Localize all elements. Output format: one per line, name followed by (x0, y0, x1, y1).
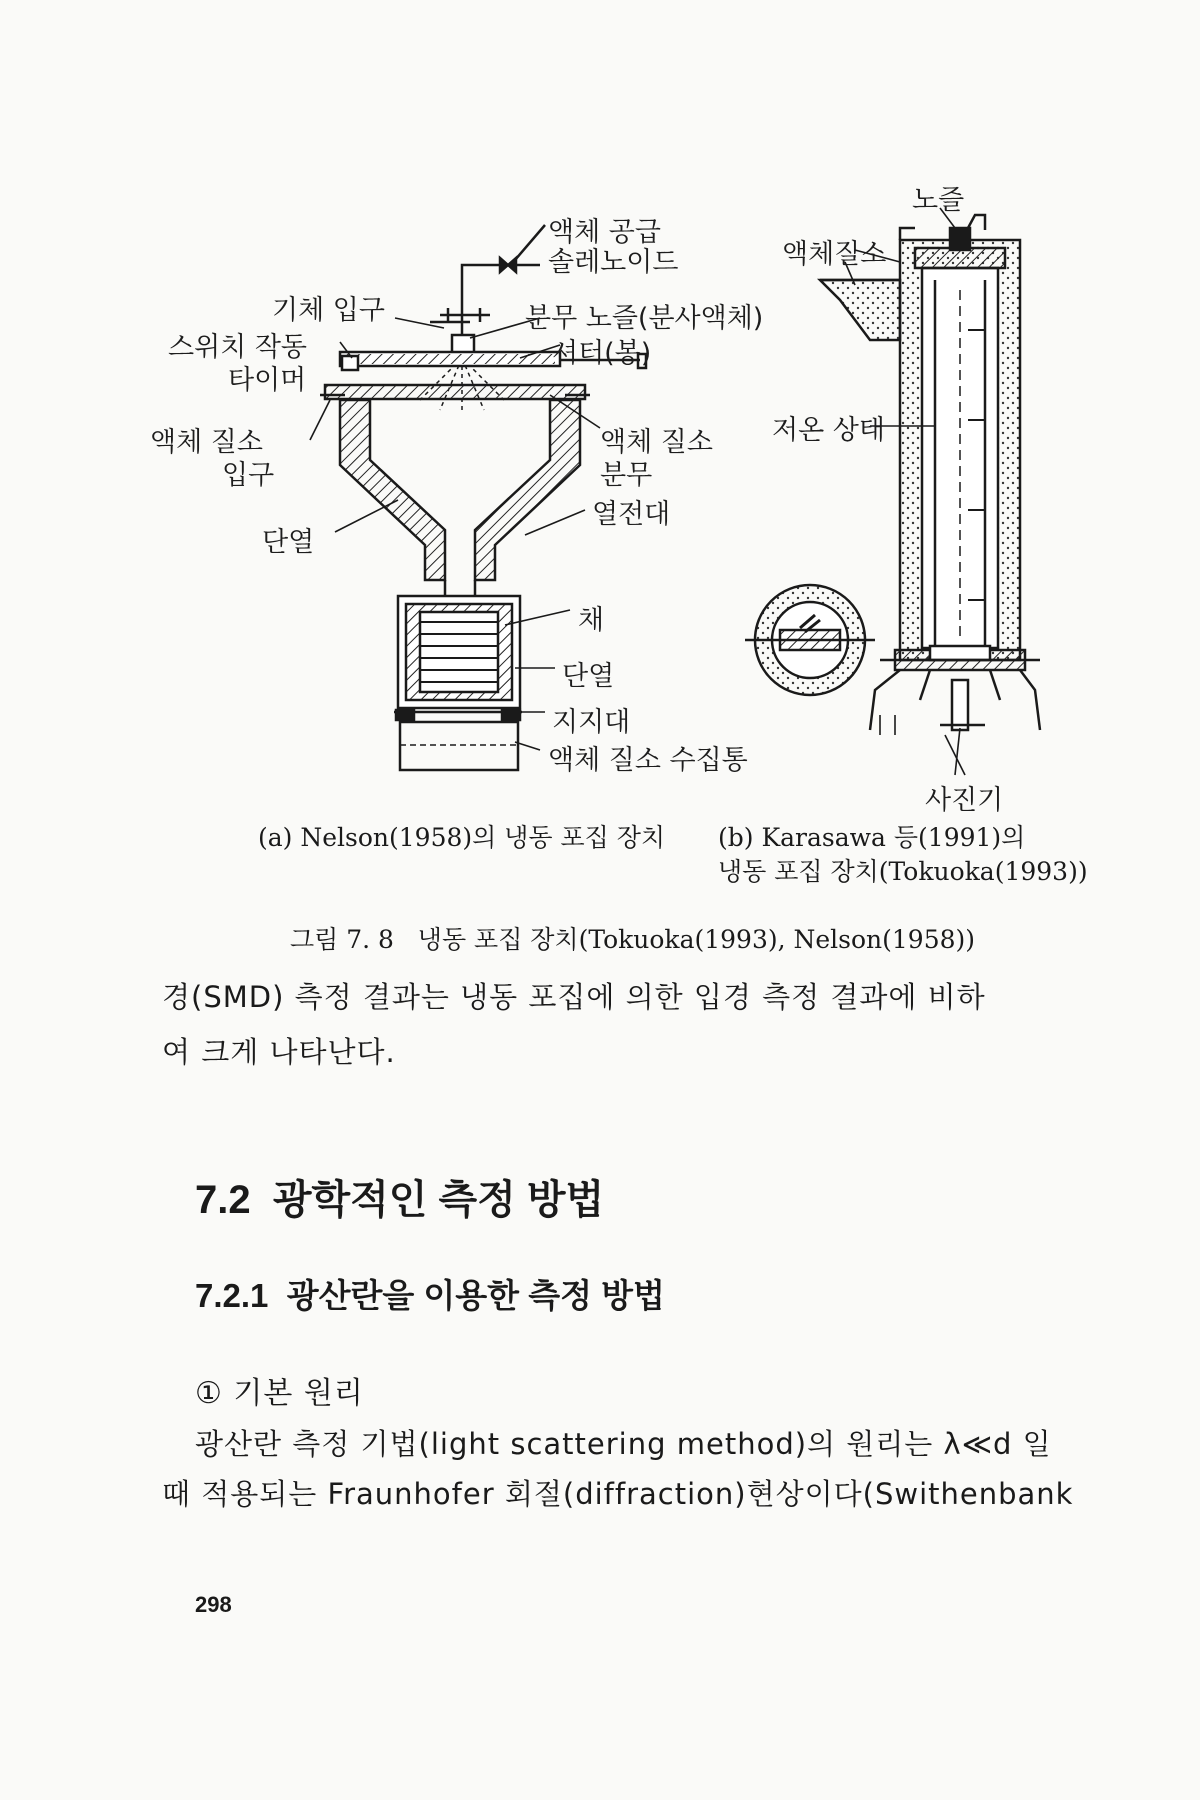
label-low-temp: 저온 상태 (772, 415, 885, 446)
label-liquid-nitrogen: 액체질소 (782, 239, 887, 270)
figure-caption: 그림 7. 8 냉동 포집 장치(Tokuoka(1993), Nelson(1958)) (290, 925, 976, 954)
label-ln2-inlet: 액체 질소 (150, 427, 263, 458)
label-camera: 사진기 (925, 785, 1004, 816)
label-ln2-inlet-2: 입구 (222, 460, 275, 491)
label-shutter: 셔터(봉) (552, 338, 652, 369)
caption-figure-b-line2: 냉동 포집 장치(Tokuoka(1993)) (718, 857, 1088, 886)
subsection-title: 7.2.1 광산란을 이용한 측정 방법 (195, 1277, 665, 1314)
label-sieve: 채 (578, 605, 605, 636)
label-switch-timer: 스위치 작동 (168, 332, 307, 363)
label-liquid-supply: 액체 공급 (548, 217, 661, 248)
label-ln2-spray-2: 분무 (600, 460, 653, 491)
label-timer: 타이머 (228, 365, 307, 396)
label-support: 지지대 (552, 707, 631, 738)
section-title: 7.2 광학적인 측정 방법 (195, 1178, 605, 1222)
figure-b-drawing (745, 208, 1040, 775)
caption-figure-b-line1: (b) Karasawa 등(1991)의 (718, 823, 1026, 852)
label-spray-nozzle: 분무 노즐(분사액체) (525, 303, 764, 334)
label-nozzle: 노즐 (912, 185, 965, 216)
label-heating-band: 열전대 (592, 499, 671, 530)
label-solenoid: 솔레노이드 (548, 247, 679, 278)
paragraph-1-line-2: 여 크게 나타난다. (162, 1035, 396, 1069)
label-ln2-spray: 액체 질소 (600, 427, 713, 458)
label-insulation-top: 단열 (262, 527, 315, 558)
label-ln2-collector: 액체 질소 수집통 (548, 745, 748, 776)
paragraph-1-line-1: 경(SMD) 측정 결과는 냉동 포집에 의한 입경 측정 결과에 비하 (162, 980, 986, 1014)
label-insulation-bottom: 단열 (562, 661, 615, 692)
caption-figure-a: (a) Nelson(1958)의 냉동 포집 장치 (258, 823, 666, 852)
paragraph-2-line-1: 광산란 측정 기법(light scattering method)의 원리는 λ≪d 일 (195, 1427, 1052, 1461)
paragraph-2-line-2: 때 적용되는 Fraunhofer 회절(diffraction)현상이다(Swithenbank (162, 1477, 1074, 1511)
label-gas-inlet: 기체 입구 (272, 295, 385, 326)
item-title: ① 기본 원리 (195, 1376, 364, 1411)
page-number: 298 (195, 1592, 232, 1617)
